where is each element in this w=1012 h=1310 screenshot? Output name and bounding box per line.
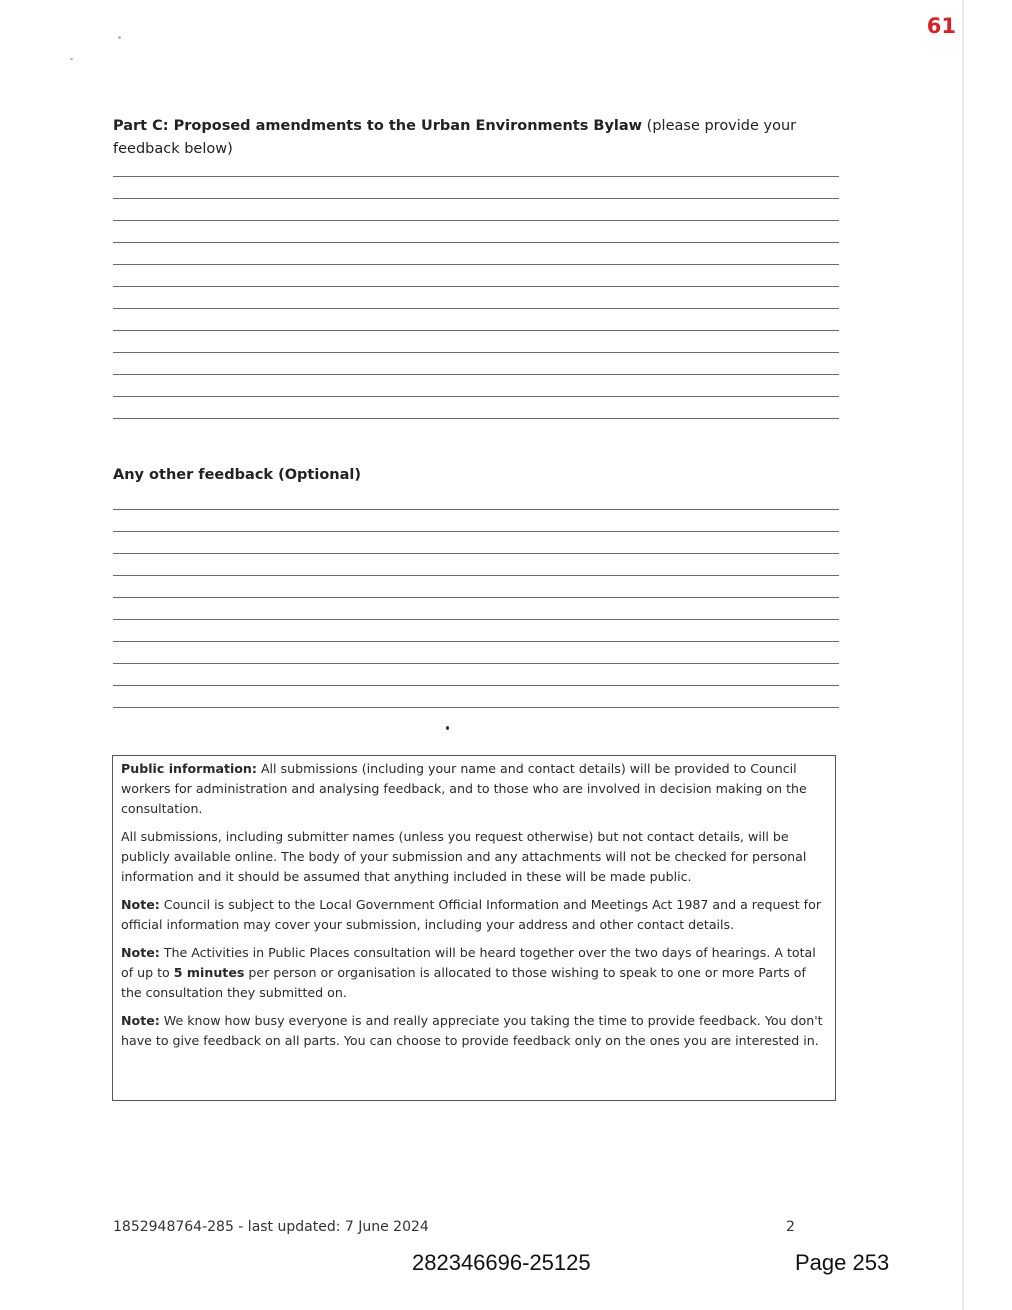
- official-information-note: [121, 895, 825, 935]
- writing-line[interactable]: [113, 265, 839, 287]
- appreciation-text: We know how busy everyone is and really appreciate you taking the time to provide feedback. You don't have to give feedback on all parts. You can choose to provide feedback only on the ones you are interested in.: [121, 1013, 823, 1048]
- other-feedback-heading-text: Any other feedback (Optional): [113, 467, 362, 483]
- writing-line[interactable]: [113, 155, 839, 177]
- writing-line[interactable]: [113, 243, 839, 265]
- page-number-stamp: 61: [926, 14, 956, 38]
- writing-line[interactable]: [113, 510, 839, 532]
- footer-page-number: 2: [786, 1219, 795, 1235]
- writing-line[interactable]: [113, 532, 839, 554]
- bottom-stamp-page-label: Page 253: [795, 1250, 890, 1275]
- note-label: Note:: [121, 897, 160, 912]
- scan-speck: [446, 726, 449, 730]
- publicly-available-text: All submissions, including submitter names (unless you request otherwise) but not contact details, will be publicly available online. The body of your submission and any attachments will not be checked for personal information and it should be assumed that anything included in these will be made public.: [121, 829, 807, 884]
- writing-line[interactable]: [113, 397, 839, 419]
- part-c-writing-lines[interactable]: [113, 155, 839, 419]
- speaking-time-limit: 5 minutes: [173, 965, 245, 980]
- hearings-text-c: per person or organisation is allocated to those wishing to speak to one or more Parts of the consultation they submitted on.: [121, 965, 806, 1000]
- writing-line[interactable]: [113, 686, 839, 708]
- bottom-stamp-document-id: 282346696-25125: [412, 1250, 591, 1275]
- writing-line[interactable]: [113, 598, 839, 620]
- writing-line[interactable]: [113, 664, 839, 686]
- writing-line[interactable]: [113, 221, 839, 243]
- public-info-label: Public information:: [121, 761, 257, 776]
- writing-line[interactable]: [113, 199, 839, 221]
- hearings-note: [121, 943, 825, 1003]
- writing-line[interactable]: [113, 554, 839, 576]
- official-information-text: Council is subject to the Local Government Official Information and Meetings Act 1987 and a request for official information may cover your submission, including your address and other contact details.: [121, 897, 821, 932]
- part-c-heading-bold: Part C: Proposed amendments to the Urban Environments Bylaw: [113, 118, 643, 134]
- public-information-box: [112, 755, 836, 1101]
- public-info-text: All submissions (including your name and contact details) will be provided to Council workers for administration and analysing feedback, and to those who are involved in decision making on the consultation.: [121, 761, 807, 816]
- scan-speck: [118, 36, 121, 39]
- writing-line[interactable]: [113, 177, 839, 199]
- writing-line[interactable]: [113, 642, 839, 664]
- publicly-available-paragraph: [121, 827, 825, 887]
- writing-line[interactable]: [113, 620, 839, 642]
- writing-line[interactable]: [113, 331, 839, 353]
- writing-line[interactable]: [113, 488, 839, 510]
- hearings-text-a: The Activities in Public Places consultation will be heard together over the two days of hearings. A total of up to: [121, 945, 816, 980]
- appreciation-note: [121, 1011, 825, 1051]
- writing-line[interactable]: [113, 287, 839, 309]
- writing-line[interactable]: [113, 375, 839, 397]
- note-label: Note:: [121, 945, 160, 960]
- footer-document-reference: 1852948764-285 - last updated: 7 June 2024: [113, 1219, 429, 1235]
- part-c-heading-rest: (please provide your feedback below): [113, 118, 797, 157]
- note-label: Note:: [121, 1013, 160, 1028]
- writing-line[interactable]: [113, 353, 839, 375]
- public-info-paragraph: [121, 759, 825, 819]
- other-feedback-writing-lines[interactable]: [113, 488, 839, 708]
- writing-line[interactable]: [113, 576, 839, 598]
- writing-line[interactable]: [113, 309, 839, 331]
- page-edge-shadow: [962, 0, 964, 1310]
- other-feedback-heading: [113, 464, 828, 487]
- scan-speck: [70, 58, 73, 60]
